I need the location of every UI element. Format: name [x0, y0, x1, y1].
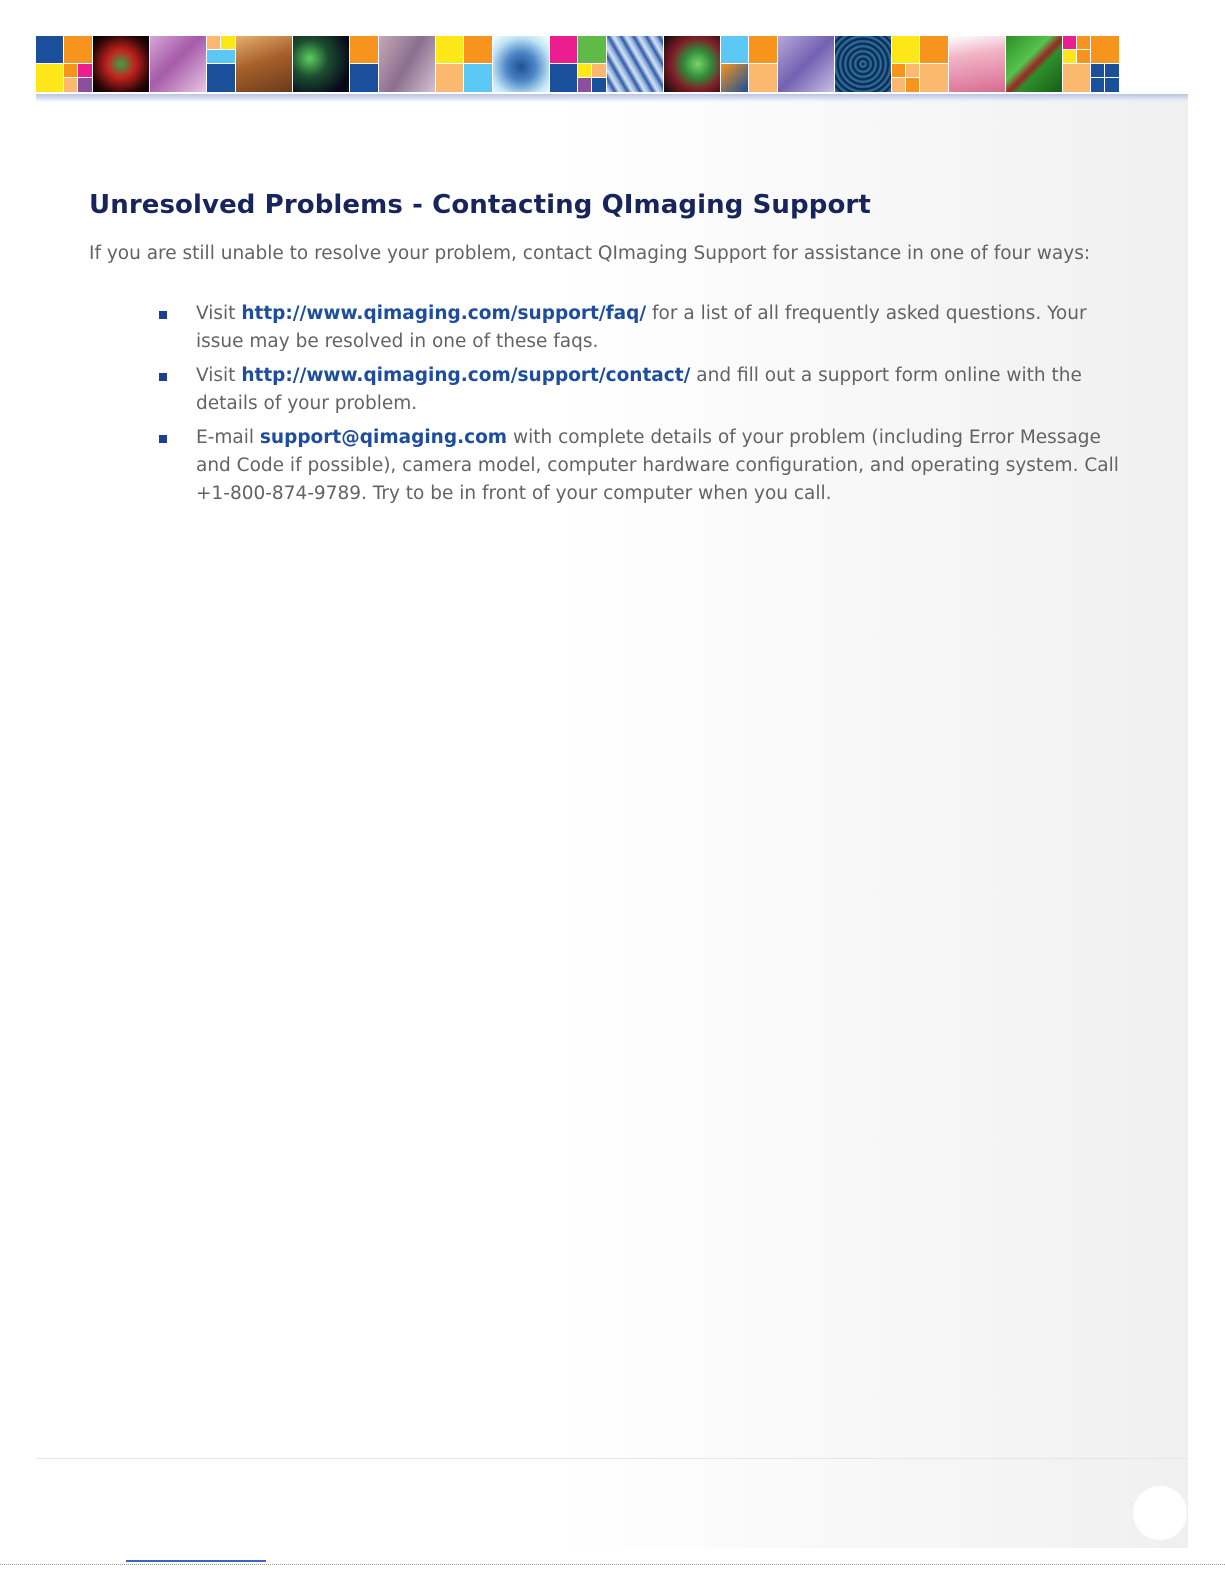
header-banner — [36, 36, 1188, 92]
banner-image-blue-fibers — [607, 36, 663, 92]
contact-link[interactable]: http://www.qimaging.com/support/contact/ — [241, 365, 691, 386]
item-prefix: E-mail — [196, 427, 260, 448]
banner-image-purple-tissue — [778, 36, 834, 92]
banner-color-mosaic — [1063, 36, 1119, 92]
bullet-square-icon — [159, 435, 167, 443]
page-number-tab — [1133, 1486, 1187, 1540]
banner-color-mosaic — [892, 36, 948, 92]
banner-color-mosaic — [721, 36, 777, 92]
support-email-link[interactable]: support@qimaging.com — [259, 427, 508, 448]
banner-image-pink-tissue — [150, 36, 206, 92]
list-item-contact-form — [196, 362, 1139, 418]
bullet-square-icon — [159, 311, 167, 319]
banner-image-cell-culture — [379, 36, 435, 92]
banner-image-brown-tissue — [236, 36, 292, 92]
footer-divider — [36, 1458, 1188, 1459]
page-title: Unresolved Problems - Contacting QImaging Support — [89, 190, 871, 220]
banner-image-fluorescent-cell — [93, 36, 149, 92]
banner-image-cell-fluorescence — [664, 36, 720, 92]
banner-color-mosaic — [36, 36, 92, 92]
list-item-faq — [196, 300, 1139, 356]
bottom-dotted-line — [0, 1564, 1225, 1565]
banner-image-green-fluorescence — [293, 36, 349, 92]
banner-image-blue-organism — [493, 36, 549, 92]
item-text: and fill out a support form online with the details of your problem. — [196, 365, 1082, 414]
item-prefix: Visit — [196, 365, 242, 386]
banner-underline — [36, 94, 1188, 102]
bullet-square-icon — [159, 373, 167, 381]
banner-image-green-leaf — [1006, 36, 1062, 92]
banner-image-pink-skin — [949, 36, 1005, 92]
document-body — [89, 190, 1139, 514]
banner-image-fingerprint — [835, 36, 891, 92]
bottom-accent-line — [126, 1560, 266, 1562]
banner-color-mosaic — [550, 36, 606, 92]
banner-color-mosaic — [436, 36, 492, 92]
faq-link[interactable]: http://www.qimaging.com/support/faq/ — [241, 303, 647, 324]
intro-paragraph: If you are still unable to resolve your problem, contact QImaging Support for assistance in one of four ways: — [89, 243, 1091, 264]
banner-color-mosaic — [207, 36, 235, 92]
banner-color-mosaic — [350, 36, 378, 92]
list-item-email — [196, 424, 1139, 508]
item-prefix: Visit — [196, 303, 242, 324]
item-text: for a list of all frequently asked questions. Your issue may be resolved in one of these faqs. — [196, 303, 1087, 352]
item-text: with complete details of your problem (including Error Message and Code if possible), camera model, computer hardware configuration, and operating system. Call +1-800-874-9789. Try to be in front of your computer when you call. — [196, 427, 1119, 504]
support-options-list — [89, 300, 1139, 508]
